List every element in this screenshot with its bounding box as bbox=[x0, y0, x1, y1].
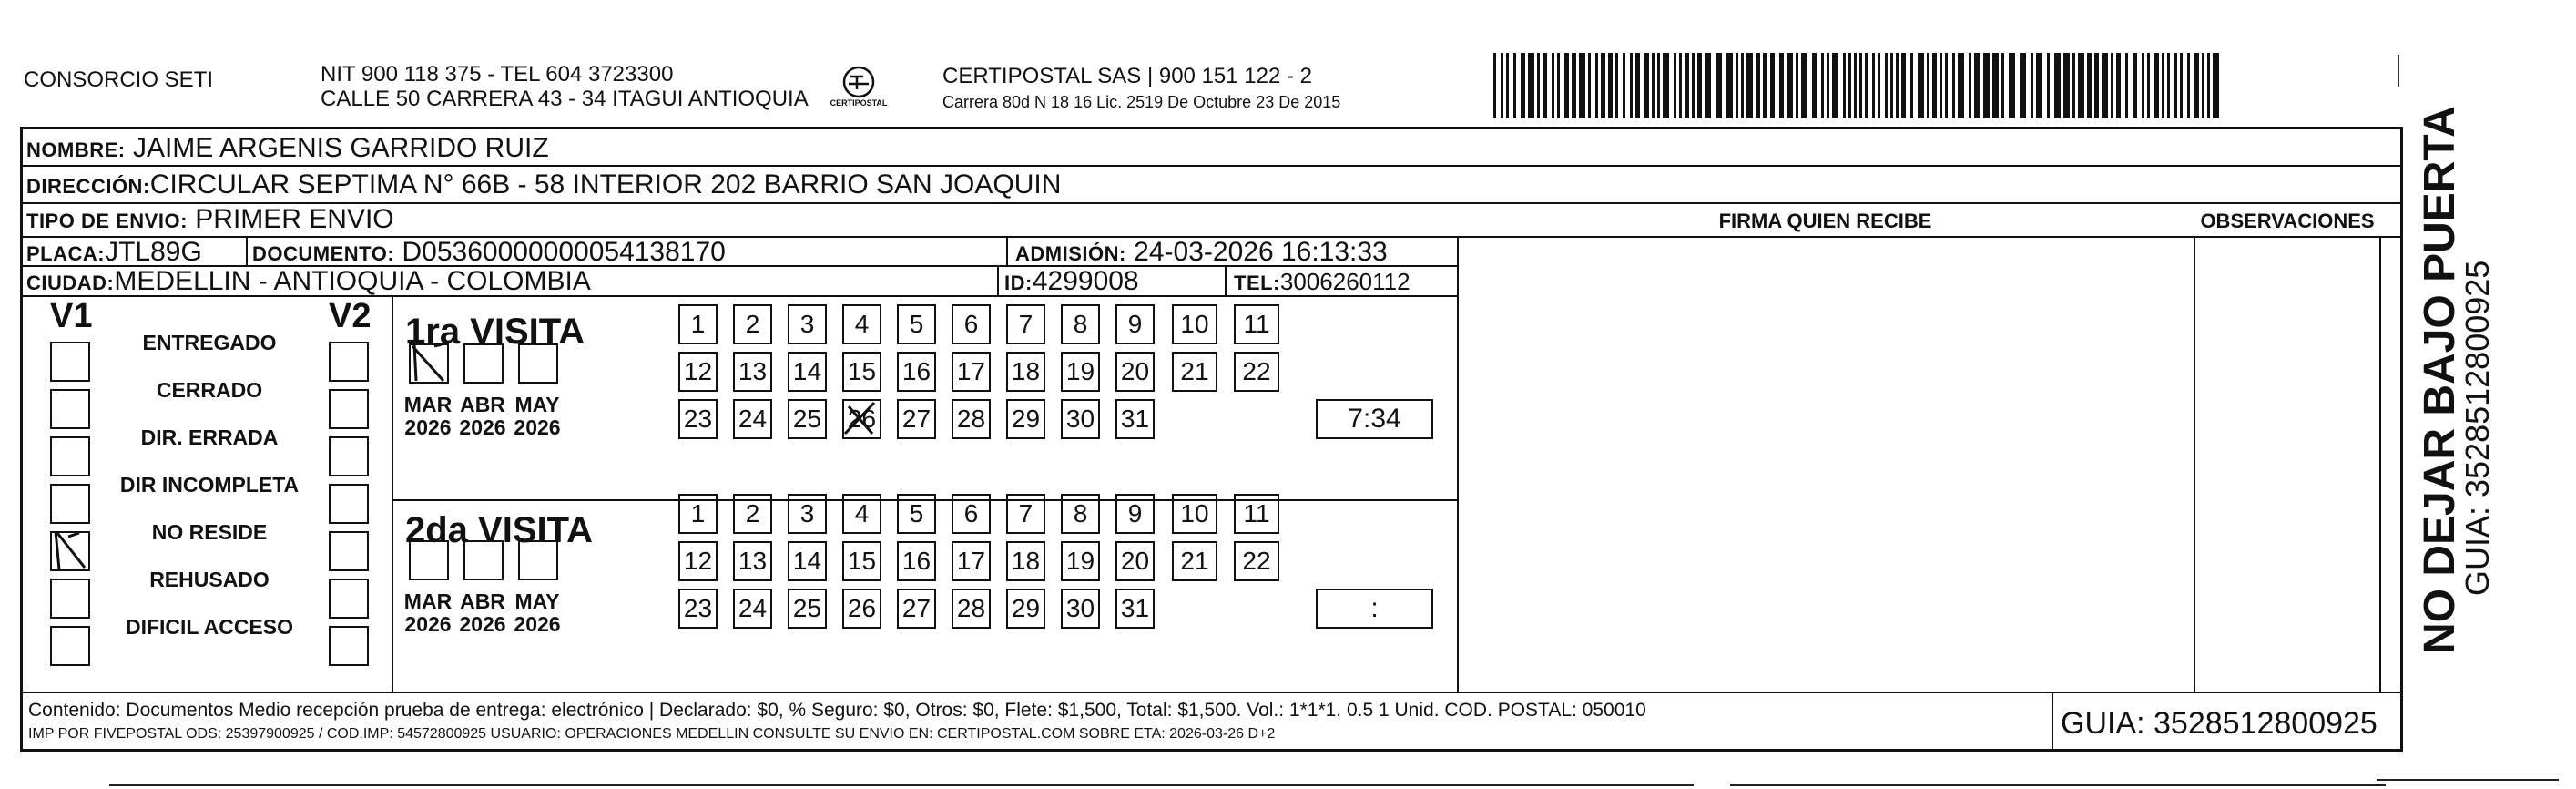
v2-checkbox[interactable] bbox=[329, 342, 369, 382]
contenido-line: Contenido: Documentos Medio recepción prueba de entrega: electrónico | Declarado: $0, % Seguro: $0, Otros: $0, Flete: $1,500, Total: $1,500. Vol.: 1*1*1. 0.5 1 Unid. COD. POSTAL: 050010 bbox=[28, 700, 1646, 721]
carrier-line: CERTIPOSTAL SAS | 900 151 122 - 2 bbox=[942, 64, 1312, 88]
status-label: DIR INCOMPLETA bbox=[119, 473, 300, 497]
day-box[interactable]: 2 bbox=[733, 494, 772, 534]
day-box[interactable]: 11 bbox=[1234, 304, 1279, 344]
month-mark-icon bbox=[407, 341, 453, 386]
day-box[interactable]: 24 bbox=[733, 399, 772, 439]
nombre-value: JAIME ARGENIS GARRIDO RUIZ bbox=[132, 133, 549, 163]
v1-checkbox[interactable] bbox=[50, 579, 90, 619]
imp-line: IMP POR FIVEPOSTAL ODS: 25397900925 / COD.IMP: 54572800925 USUARIO: OPERACIONES MEDELLIN CONSULTE SU ENVIO EN: CERTIPOSTAL.COM SOBRE ETA: 2026-03-26 D+2 bbox=[28, 726, 1276, 742]
day-box[interactable]: 4 bbox=[842, 304, 881, 344]
documento-value: D05360000000054138170 bbox=[402, 237, 726, 267]
day-box[interactable]: 21 bbox=[1172, 352, 1217, 392]
status-label: CERRADO bbox=[156, 378, 263, 402]
day-box[interactable]: 11 bbox=[1234, 494, 1279, 534]
day-box[interactable]: 25 bbox=[788, 589, 827, 629]
status-label: ENTREGADO bbox=[142, 331, 277, 354]
day-box[interactable]: 17 bbox=[952, 352, 991, 392]
day-box[interactable]: 5 bbox=[897, 304, 936, 344]
day-box[interactable]: 22 bbox=[1234, 541, 1279, 581]
day-box[interactable]: 24 bbox=[733, 589, 772, 629]
day-box[interactable]: 6 bbox=[952, 494, 991, 534]
day-box[interactable]: 12 bbox=[678, 541, 718, 581]
day-box[interactable]: 14 bbox=[788, 541, 827, 581]
direccion-field: DIRECCIÓN:CIRCULAR SEPTIMA N° 66B - 58 INTERIOR 202 BARRIO SAN JOAQUIN bbox=[26, 169, 1062, 200]
placa-field: PLACA:JTL89G bbox=[26, 237, 202, 267]
day-box[interactable]: 26 bbox=[842, 399, 881, 439]
month-label: ABR 2026 bbox=[459, 393, 506, 439]
tipo-envio-field: TIPO DE ENVIO: PRIMER ENVIO bbox=[26, 204, 394, 234]
barcode bbox=[1493, 53, 2222, 118]
day-box[interactable]: 27 bbox=[897, 589, 936, 629]
day-box[interactable]: 15 bbox=[842, 541, 881, 581]
v2-header: V2 bbox=[329, 297, 372, 335]
day-box[interactable]: 21 bbox=[1172, 541, 1217, 581]
day-box[interactable]: 1 bbox=[678, 304, 718, 344]
day-box[interactable]: 19 bbox=[1061, 352, 1100, 392]
day-box[interactable]: 7 bbox=[1006, 494, 1045, 534]
tel-value: 3006260112 bbox=[1279, 268, 1410, 295]
admision-value: 24-03-2026 16:13:33 bbox=[1134, 237, 1388, 267]
month-checkbox[interactable] bbox=[518, 540, 558, 580]
day-box[interactable]: 19 bbox=[1061, 541, 1100, 581]
cut-line-right bbox=[1730, 784, 2386, 786]
tel-field: TEL:3006260112 bbox=[1234, 268, 1410, 295]
day-box[interactable]: 31 bbox=[1115, 399, 1155, 439]
day-box[interactable]: 29 bbox=[1006, 399, 1045, 439]
nombre-field: NOMBRE: JAIME ARGENIS GARRIDO RUIZ bbox=[26, 133, 549, 163]
documento-field: DOCUMENTO: D05360000000054138170 bbox=[252, 237, 726, 267]
day-box[interactable]: 23 bbox=[678, 589, 718, 629]
visit-time-box[interactable]: 7:34 bbox=[1316, 399, 1433, 439]
month-checkbox[interactable] bbox=[463, 540, 504, 580]
side-guia: GUIA: 3528512800925 bbox=[2459, 260, 2496, 596]
day-box[interactable]: 3 bbox=[788, 494, 827, 534]
day-box[interactable]: 31 bbox=[1115, 589, 1155, 629]
day-box[interactable]: 26 bbox=[842, 589, 881, 629]
day-box[interactable]: 5 bbox=[897, 494, 936, 534]
day-box[interactable]: 28 bbox=[952, 589, 991, 629]
month-label: ABR 2026 bbox=[459, 589, 506, 636]
observaciones-header: OBSERVACIONES bbox=[2200, 210, 2375, 232]
day-box[interactable]: 16 bbox=[897, 352, 936, 392]
month-checkbox[interactable] bbox=[463, 343, 504, 384]
license-line: Carrera 80d N 18 16 Lic. 2519 De Octubre 23 De 2015 bbox=[942, 93, 1341, 111]
day-box[interactable]: 30 bbox=[1061, 589, 1100, 629]
visit-time-box[interactable]: : bbox=[1316, 589, 1433, 629]
tipo-envio-value: PRIMER ENVIO bbox=[195, 204, 394, 234]
day-box[interactable]: 14 bbox=[788, 352, 827, 392]
v1-checkbox[interactable] bbox=[50, 342, 90, 382]
day-box[interactable]: 15 bbox=[842, 352, 881, 392]
v1-checkbox[interactable] bbox=[50, 626, 90, 666]
month-checkbox[interactable] bbox=[409, 540, 449, 580]
day-box[interactable]: 6 bbox=[952, 304, 991, 344]
day-box[interactable]: 10 bbox=[1172, 304, 1217, 344]
margin-mark bbox=[2398, 55, 2399, 87]
month-label: MAR 2026 bbox=[403, 393, 453, 439]
day-box[interactable]: 8 bbox=[1061, 304, 1100, 344]
cut-line-corner bbox=[2377, 779, 2559, 781]
v2-checkbox[interactable] bbox=[329, 436, 369, 476]
firma-header: FIRMA QUIEN RECIBE bbox=[1718, 210, 1932, 232]
month-label: MAR 2026 bbox=[403, 589, 453, 636]
day-box[interactable]: 16 bbox=[897, 541, 936, 581]
v2-checkbox[interactable] bbox=[329, 579, 369, 619]
day-box[interactable]: 18 bbox=[1006, 352, 1045, 392]
second-visit-title: 2da VISITA bbox=[405, 510, 593, 550]
v1-checkbox[interactable] bbox=[50, 389, 90, 429]
nit-line: NIT 900 118 375 - TEL 604 3723300 bbox=[321, 62, 674, 87]
no-dejar-label: NO DEJAR BAJO PUERTA bbox=[2416, 106, 2464, 654]
logo-caption: CERTIPOSTAL bbox=[830, 98, 888, 108]
cut-line-left bbox=[109, 784, 1694, 786]
first-visit-title: 1ra VISITA bbox=[405, 312, 585, 352]
day-box[interactable]: 20 bbox=[1115, 352, 1155, 392]
id-field: ID:4299008 bbox=[1004, 266, 1139, 296]
status-label: DIR. ERRADA bbox=[140, 425, 279, 449]
day-box[interactable]: 29 bbox=[1006, 589, 1045, 629]
day-box[interactable]: 20 bbox=[1115, 541, 1155, 581]
guia-footer: GUIA: 3528512800925 bbox=[2061, 706, 2377, 741]
v1-checkbox[interactable] bbox=[50, 436, 90, 476]
certipostal-logo bbox=[827, 64, 891, 115]
v1-header: V1 bbox=[50, 297, 93, 335]
day-box[interactable]: 27 bbox=[897, 399, 936, 439]
day-box[interactable]: 18 bbox=[1006, 541, 1045, 581]
day-box[interactable]: 30 bbox=[1061, 399, 1100, 439]
admision-field: ADMISIÓN: 24-03-2026 16:13:33 bbox=[1015, 237, 1388, 267]
day-box[interactable]: 13 bbox=[733, 541, 772, 581]
day-box[interactable]: 3 bbox=[788, 304, 827, 344]
status-label: NO RESIDE bbox=[151, 520, 268, 544]
check-mark-icon bbox=[48, 528, 94, 575]
day-box[interactable]: 2 bbox=[733, 304, 772, 344]
day-box[interactable]: 23 bbox=[678, 399, 718, 439]
month-checkbox[interactable] bbox=[518, 343, 558, 384]
month-label: MAY 2026 bbox=[514, 393, 561, 439]
day-box[interactable]: 12 bbox=[678, 352, 718, 392]
v2-checkbox[interactable] bbox=[329, 626, 369, 666]
ciudad-value: MEDELLIN - ANTIOQUIA - COLOMBIA bbox=[114, 266, 591, 296]
direccion-value: CIRCULAR SEPTIMA N° 66B - 58 INTERIOR 202 BARRIO SAN JOAQUIN bbox=[149, 169, 1062, 200]
placa-value: JTL89G bbox=[105, 237, 202, 267]
day-box[interactable]: 13 bbox=[733, 352, 772, 392]
day-box[interactable]: 7 bbox=[1006, 304, 1045, 344]
day-box[interactable]: 17 bbox=[952, 541, 991, 581]
day-box[interactable]: 22 bbox=[1234, 352, 1279, 392]
address-line: CALLE 50 CARRERA 43 - 34 ITAGUI ANTIOQUIA bbox=[321, 87, 809, 111]
ciudad-field: CIUDAD:MEDELLIN - ANTIOQUIA - COLOMBIA bbox=[26, 266, 591, 296]
day-box[interactable]: 1 bbox=[678, 494, 718, 534]
month-label: MAY 2026 bbox=[514, 589, 561, 636]
day-box[interactable]: 10 bbox=[1172, 494, 1217, 534]
status-label: REHUSADO bbox=[149, 568, 270, 591]
day-box[interactable]: 28 bbox=[952, 399, 991, 439]
day-box[interactable]: 9 bbox=[1115, 304, 1155, 344]
status-label: DIFICIL ACCESO bbox=[125, 615, 293, 639]
id-value: 4299008 bbox=[1032, 266, 1139, 296]
v2-checkbox[interactable] bbox=[329, 531, 369, 571]
day-box[interactable]: 8 bbox=[1061, 494, 1100, 534]
day-mark-icon bbox=[838, 397, 883, 443]
company-name: CONSORCIO SETI bbox=[24, 67, 214, 92]
v1-checkbox[interactable] bbox=[50, 484, 90, 524]
v2-checkbox[interactable] bbox=[329, 389, 369, 429]
day-box[interactable]: 25 bbox=[788, 399, 827, 439]
day-box[interactable]: 9 bbox=[1115, 494, 1155, 534]
v2-checkbox[interactable] bbox=[329, 484, 369, 524]
delivery-form bbox=[20, 127, 2403, 752]
day-box[interactable]: 4 bbox=[842, 494, 881, 534]
